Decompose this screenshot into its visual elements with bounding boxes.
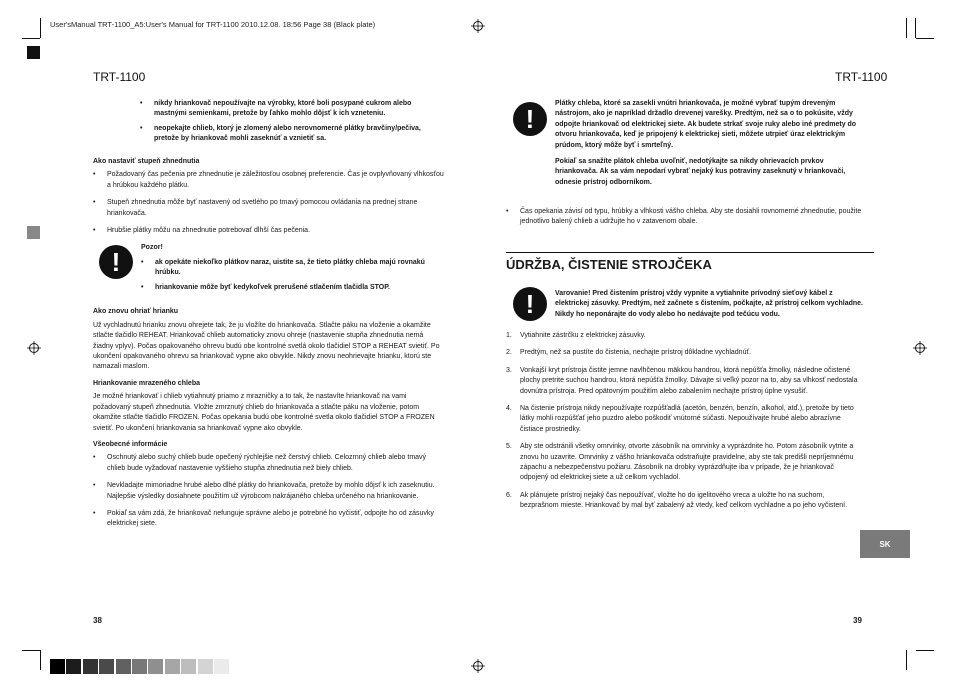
registration-mark-icon — [471, 659, 485, 673]
right-bullet — [506, 207, 864, 235]
language-tab: SK — [860, 530, 910, 558]
page-number: 39 — [853, 616, 862, 625]
page-marker-black — [27, 46, 40, 59]
section-heading: Ako nastaviť stupeň zhnednutia — [93, 158, 200, 165]
list-item: 5. Aby ste odstránili všetky omrvinky, otvorte zásobník na omrvinky a vyprázdnite ho. Potom zásobník vytrite a znovu ho uzavrite. Omrvinky z vášho hriankovača odstraňujte pravidelne, aby ste tak predišli nepríjemnému zápachu a nebezpečenstvu požiaru. Zásobník na drobky vyprázdňujte iba v prípade, že je hriankovač odpojený od elektrickej siete a už celkom vychladol. — [506, 442, 864, 484]
warning-text: Varovanie! Pred čistením prístroj vždy vypnite a vytiahnite prívodný sieťový kábel z elektrickej zásuvky. Predtým, než začnete s čistením, počkajte, až prístroj celkom vychladne. Nikdy ho neponárajte do vody alebo ho nedávajte pod tečúcu vodu. — [555, 290, 864, 318]
warning-box — [93, 243, 445, 307]
registration-mark-icon — [913, 341, 927, 355]
page-title: ÚDRŽBA, ČISTENIE STROJČEKA — [506, 252, 874, 272]
color-swatch — [99, 659, 114, 674]
list-item: 4. Na čistenie prístroja nikdy nepoužívajte rozpúšťadlá (acetón, benzén, benzín, alkohol, atď.), pretože by tieto látky mohli rozpúšťať jeho puzdro alebo poškodiť vnútorné súčasti. Nepoužívajte hrubé alebo abrazívne čistiace prostriedky. — [506, 404, 864, 435]
color-swatch — [181, 659, 196, 674]
color-swatch — [148, 659, 163, 674]
left-main-column — [93, 157, 445, 537]
exclamation-icon: ! — [99, 245, 133, 279]
page-number: 38 — [93, 616, 102, 625]
list-item: • Hrubšie plátky môžu na zhnednutie potrebovať dlhší čas pečenia. — [93, 226, 445, 236]
print-header: User'sManual TRT-1100_A5:User's Manual for TRT-1100 2010.12.08. 18:56 Page 38 (Black plate) — [50, 20, 376, 29]
exclamation-icon: ! — [513, 102, 547, 136]
right-warning-2 — [555, 289, 865, 326]
crop-mark — [22, 650, 40, 651]
warning-text: Pokiaľ sa snažíte plátok chleba uvoľniť, nedotýkajte sa nikdy ohrievacích prvkov hriankovača. Ak sa vám nepodarí vybrať nejaký kus potraviny zaseknutý v hriankovači, odnesie prístroj odborníkom. — [555, 158, 846, 186]
list-item: 3. Vonkajší kryt prístroja čistite jemne navlhčenou mäkkou handrou, ktorá nepúšťa žmolky, následne očistené plochy pretrite suchou handrou, ktorá nepúšťa žmolky. Dávajte si veľký pozor na to, aby sa vlhkosť nedostala dovnútra prístroja. Pred opätovným použitím alebo zabalením nechajte prístroj úplne vysušiť. — [506, 366, 864, 397]
crop-mark — [916, 38, 934, 39]
crop-mark — [906, 18, 907, 38]
list-item: 6. Ak plánujete prístroj nejaký čas nepoužívať, vložte ho do igelitového vreca a uložte ho na suchom, bezprašnom mieste. Hriankovač by mal byť zabalený až vtedy, keď celkom vychladne a po jeho vyčistení. — [506, 491, 864, 512]
paragraph: Je možné hriankovať i chlieb vytiahnutý priamo z mrazničky a to tak, že nastavíte hriankovač na vami požadovaný stupeň zhnednutia. Vložte zmrznutý chlieb do hriankovača a stlačte páku na vloženie, potom okamžite stlačte tlačidlo FROZEN. Počas opekania budú obe kontrolné svetla okolo tlačidiel STOP a FROZEN svietiť. Po ukončení hriankovania sa hriankovač vypne ako obvykle. — [93, 393, 435, 432]
list-item: • Pokiaľ sa vám zdá, že hriankovač nefunguje správne alebo je potrebné ho vyčistiť, odpojte ho od zásuvky elektrickej siete. — [93, 509, 445, 530]
list-item: • neopekajte chlieb, ktorý je zlomený alebo nerovnomerné plátky bravčiny/pečiva, pretože by hriankovač mohli zaseknúť a vznietiť sa. — [140, 124, 440, 145]
crop-mark — [916, 650, 934, 651]
color-swatch — [214, 659, 229, 674]
section-heading: Všeobecné informácie — [93, 440, 168, 448]
list-item: • Stupeň zhnednutia môže byť nastavený od svetlého po tmavý pomocou ovládania na prednej strane hriankovača. — [93, 198, 445, 219]
warning-text: Plátky chleba, ktoré sa zasekli vnútri hriankovača, je možné vybrať tupým dreveným nástrojom, ako je napríklad držadlo drevenej varešky. Predtým, než sa o to pokúsite, vždy odpojte hriankovač od elektrickej siete. Ak budete strkať svoje ruky alebo iné predmety do otvoru hriankovača, keď je pripojený k elektrickej sieti, môžete utrpieť úraz elektrickým prúdom, ktorý môže byť i smrteľný. — [555, 100, 857, 149]
color-swatch — [116, 659, 131, 674]
list-item: • Požadovaný čas pečenia pre zhnednutie je záležitosťou osobnej preferencie. Čas je ovplyvňovaný vlhkosťou a hrúbkou každého plátku. — [93, 170, 445, 191]
list-item: • ak opekáte niekoľko plátkov naraz, uistite sa, že tieto plátky chleba majú rovnakú hrúbku. — [141, 258, 441, 279]
registration-mark-icon — [27, 341, 41, 355]
list-item: • nikdy hriankovač nepoužívajte na výrobky, ktoré boli posypané cukrom alebo mastnými semienkami, pretože by ľahko mohlo dôjsť k ich vzneteniu. — [140, 99, 440, 120]
section-heading: Hriankovanie mrazeného chleba — [93, 379, 200, 387]
left-page-model: TRT-1100 — [93, 70, 146, 84]
crop-mark — [40, 18, 41, 38]
registration-mark-icon — [471, 19, 485, 33]
list-item: • Nevkladajte mimoriadne hrubé alebo dlhé plátky do hriankovača, pretože by mohlo dôjsť k ich zaseknutiu. Najlepšie výsledky dosiahnete použitím už výrobcom nakrájaného chleba určeného na hriankovanie. — [93, 481, 445, 502]
list-item: • Oschnutý alebo suchý chlieb bude opečený rýchlejšie než čerstvý chlieb. Celozrnný chlieb alebo tmavý chlieb bude vyžadovať nastavenie vyššieho stupňa zhnednutia než biely chlieb. — [93, 453, 445, 474]
list-item: 1. Vytiahnite zástrčku z elektrickej zásuvky. — [506, 331, 864, 341]
crop-mark — [915, 18, 916, 38]
paragraph: Už vychladnutú hrianku znovu ohrejete tak, že ju vložíte do hriankovača. Stlačte páku na vloženie a okamžite stlačte tlačidlo REHEAT. Hriankovač chlieb automaticky znovu ohreje (nastavenie stupňa zhnednutia nemá žiadny vplyv). Počas opakovaného ohrevu budú obe kontrolné svetlá okolo tlačidiel STOP a REHEAT svietiť. Po ukončení opakovaného ohrevu sa hriankovač vypne ako obvykle. Nikdy znovu neohrievajte hrianku, ktorú ste namazali maslom. — [93, 321, 440, 371]
color-swatch — [66, 659, 81, 674]
color-swatch — [198, 659, 213, 674]
list-item: • Čas opekania závisí od typu, hrúbky a vlhkosti vášho chleba. Aby ste dosiahli rovnomerné zhnednutie, použite jednotlivo balený chlieb a udržujte ho v zatavenom obale. — [506, 207, 864, 228]
list-item: 2. Predtým, než sa pustíte do čistenia, nechajte prístroj dôkladne vychladnúť. — [506, 348, 864, 358]
section-heading: Ako znovu ohriať hrianku — [93, 308, 179, 316]
crop-mark — [22, 38, 40, 39]
color-swatch — [132, 659, 147, 674]
crop-mark — [906, 650, 907, 670]
color-swatch — [165, 659, 180, 674]
exclamation-icon: ! — [513, 287, 547, 321]
color-swatch — [83, 659, 98, 674]
cleaning-steps — [506, 331, 864, 519]
right-warning-top — [555, 99, 865, 194]
right-page-model: TRT-1100 — [835, 70, 888, 84]
color-swatch — [50, 659, 65, 674]
page-marker-grey — [27, 226, 40, 239]
list-item: • hriankovanie môže byť kedykoľvek prerušené stlačením tlačidla STOP. — [141, 283, 441, 293]
left-top-bullets — [140, 99, 440, 149]
crop-mark — [40, 650, 41, 670]
warning-title: Pozor! — [141, 244, 163, 252]
